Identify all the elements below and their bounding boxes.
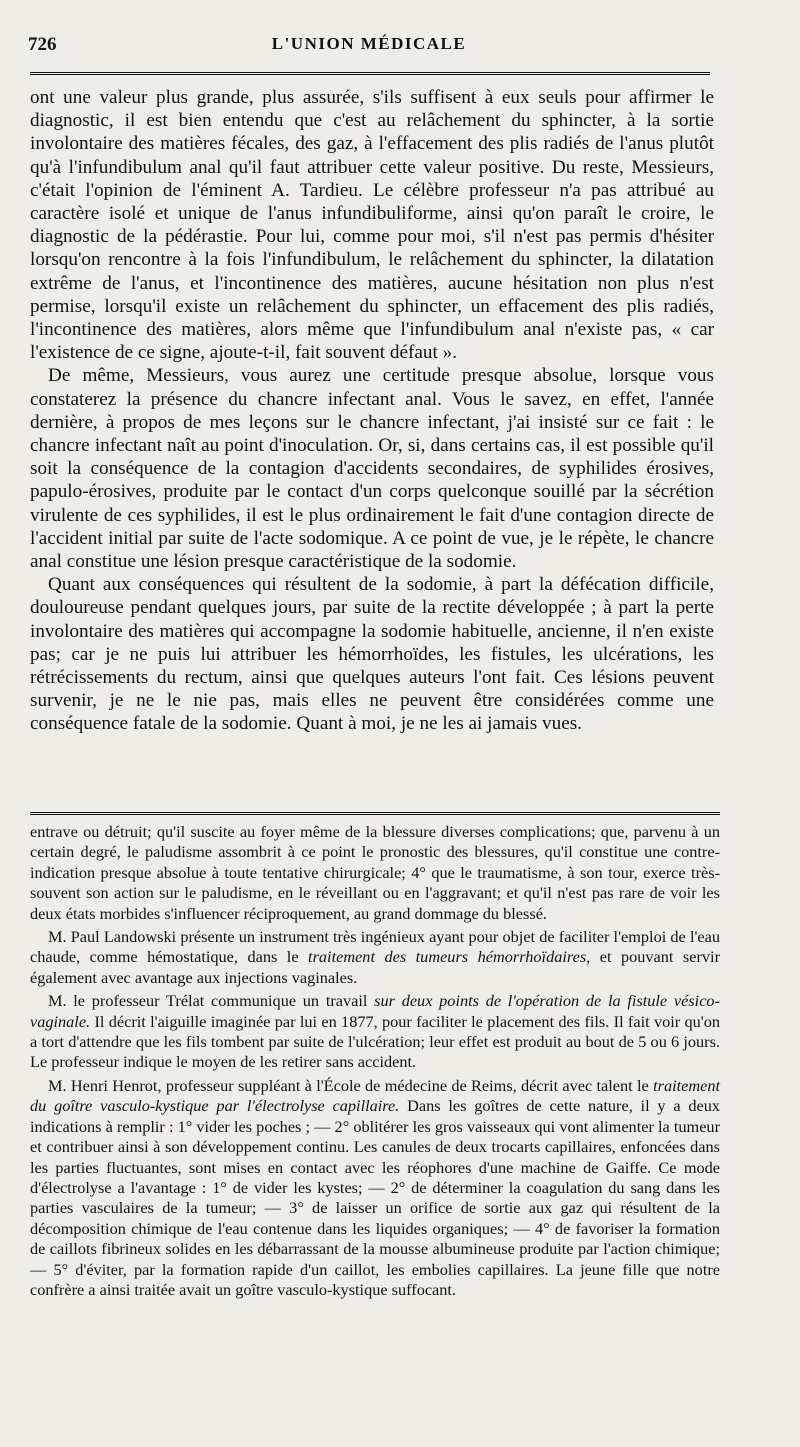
page-number: 726 [28,34,57,55]
running-title: L'UNION MÉDICALE [271,34,467,53]
text-run: Dans les goîtres de cette nature, il y a deux indications à remplir : 1° vider les poches ; — 2° oblitérer les gros vaisseaux qui vont alimenter la tumeur et contribuer ainsi à son développement continu. Les canules de deux trocarts capillaires, enfoncées dans les parties fluctuantes, sont mises en contact avec les réophores d'une machine de Gaiffe. Ce mode d'électrolyse a l'avantage : 1° de vider les kystes; — 2° de déterminer la coagulation du sang dans les parties vasculaires de la tumeur; — 3° de laisser un orifice de sortie aux gaz qui résultent de la décomposition chimique de l'eau contenue dans les liquides organiques; — 4° de favoriser la formation de caillots fibrineux solides en les débarrassant de la mousse albumineuse produite par l'action chimique; — 5° d'éviter, par la formation rapide d'un caillot, les embolies capillaires. La jeune fille que notre confrère a ainsi traitée avait un goître vasculo-kystique suffocant. [30,1096,720,1299]
text-run: M. Paul Landowski présente un instrument très ingénieux ayant pour objet de faciliter l'emploi de l'eau chaude, comme hémostatique, dans le [30,927,720,967]
header-rule [30,72,710,75]
italic-title: traitement des tumeurs hémorrhoïdaires [308,947,587,967]
paragraph: De même, Messieurs, vous aurez une certitude presque absolue, lorsque vous constaterez la présence du chancre infectant anal. Vous le savez, en effet, l'année dernière, à propos de mes leçons sur le chancre infectant, j'ai insisté sur ce fait : le chancre infectant naît au point d'inoculation. Or, si, dans certains cas, il est possible qu'il soit la conséquence de la contagion d'accidents secondaires, de syphilides érosives, papulo-érosives, produite par le contact d'un corps quelconque souillé par la sécrétion virulente de ces syphilides, il est le plus ordinairement le fait d'une contagion directe de l'accident initial par suite de l'acte sodomique. A ce point de vue, je le répète, le chancre anal constitue une lésion presque caractéristique de la sodomie. [30,365,714,573]
section-rule [30,812,720,815]
paragraph [30,927,720,988]
paragraph: ont une valeur plus grande, plus assurée, s'ils suffisent à eux seuls pour affirmer le diagnostic, il est bien entendu que c'est au relâchement du sphincter, à la sortie involontaire des matières fécales, des gaz, à l'effacement des plis radiés de l'anus plutôt qu'à l'infundibulum anal qu'il faut attribuer cette valeur positive. Du reste, Messieurs, c'était l'opinion de l'éminent A. Tardieu. Le célèbre professeur n'a pas attribué au caractère isolé et unique de l'anus infundibuliforme, ainsi qu'on paraît le croire, le diagnostic de la pédérastie. Pour lui, comme pour moi, s'il n'est pas permis d'hésiter lorsqu'on rencontre à la fois l'infundibulum, le relâchement du sphincter, la dilatation extrême de l'anus, et l'incontinence des matières, aucune hésitation non plus n'est permise, lorsqu'il existe un relâchement du sphincter, un effacement des plis radiés, l'incontinence des matières, alors même que l'infundibulum anal n'existe pas, « car l'existence de ce signe, ajoute-t-il, fait souvent défaut ». [30,87,714,364]
italic-title: sur deux points de l'opération de la fistule vésico-vaginale. [30,991,720,1031]
lecture-text [30,86,714,736]
text-run: M. le professeur Trélat communique un travail [48,991,375,1011]
paragraph [30,1076,720,1300]
text-run: Il décrit l'aiguille imaginée par lui en 1877, pour faciliter le placement des fils. Il fait voir qu'on a tort d'attendre que les fils tombent par suite de l'ulcération; leur effet est produit au bout de 5 ou 6 jours. Le professeur indique le moyen de les retirer sans accident. [30,1011,720,1072]
paragraph: entrave ou détruit; qu'il suscite au foyer même de la blessure diverses complications; que, parvenu à un certain degré, le paludisme assombrit à ce point le pronostic des blessures, qu'il constitue une contre-indication presque absolue à toute tentative chirurgicale; 4° que le traumatisme, à son tour, exerce très-souvent son action sur le paludisme, en le réveillant ou en l'aggravant; et qu'il n'est pas rare de voir les deux états morbides s'influencer réciproquement, au grand dommage du blessé. [30,822,720,923]
paragraph: Quant aux conséquences qui résultent de la sodomie, à part la défécation difficile, douloureuse pendant quelques jours, par suite de la rectite développée ; à part la perte involontaire des matières qui accompagne la sodomie habituelle, ancienne, il n'en existe pas; car je ne puis lui attribuer les hémorrhoïdes, les fistules, les ulcérations, les rétrécissements du rectum, ainsi que quelques auteurs l'ont fait. Ces lésions peuvent survenir, je ne le nie pas, mais elles ne peuvent être considérées comme une conséquence fatale de la sodomie. Quant à moi, je ne les ai jamais vues. [30,574,714,735]
text-run: , et pouvant servir également avec avantage aux injections vaginales. [30,947,721,987]
page-header [28,34,710,60]
text-run: M. Henri Henrot, professeur suppléant à l'École de médecine de Reims, décrit avec talent le [48,1075,654,1095]
italic-title: traitement du goître vasculo-kystique par l'électrolyse capillaire. [30,1075,720,1116]
society-report [30,822,720,1303]
paragraph [30,991,720,1073]
